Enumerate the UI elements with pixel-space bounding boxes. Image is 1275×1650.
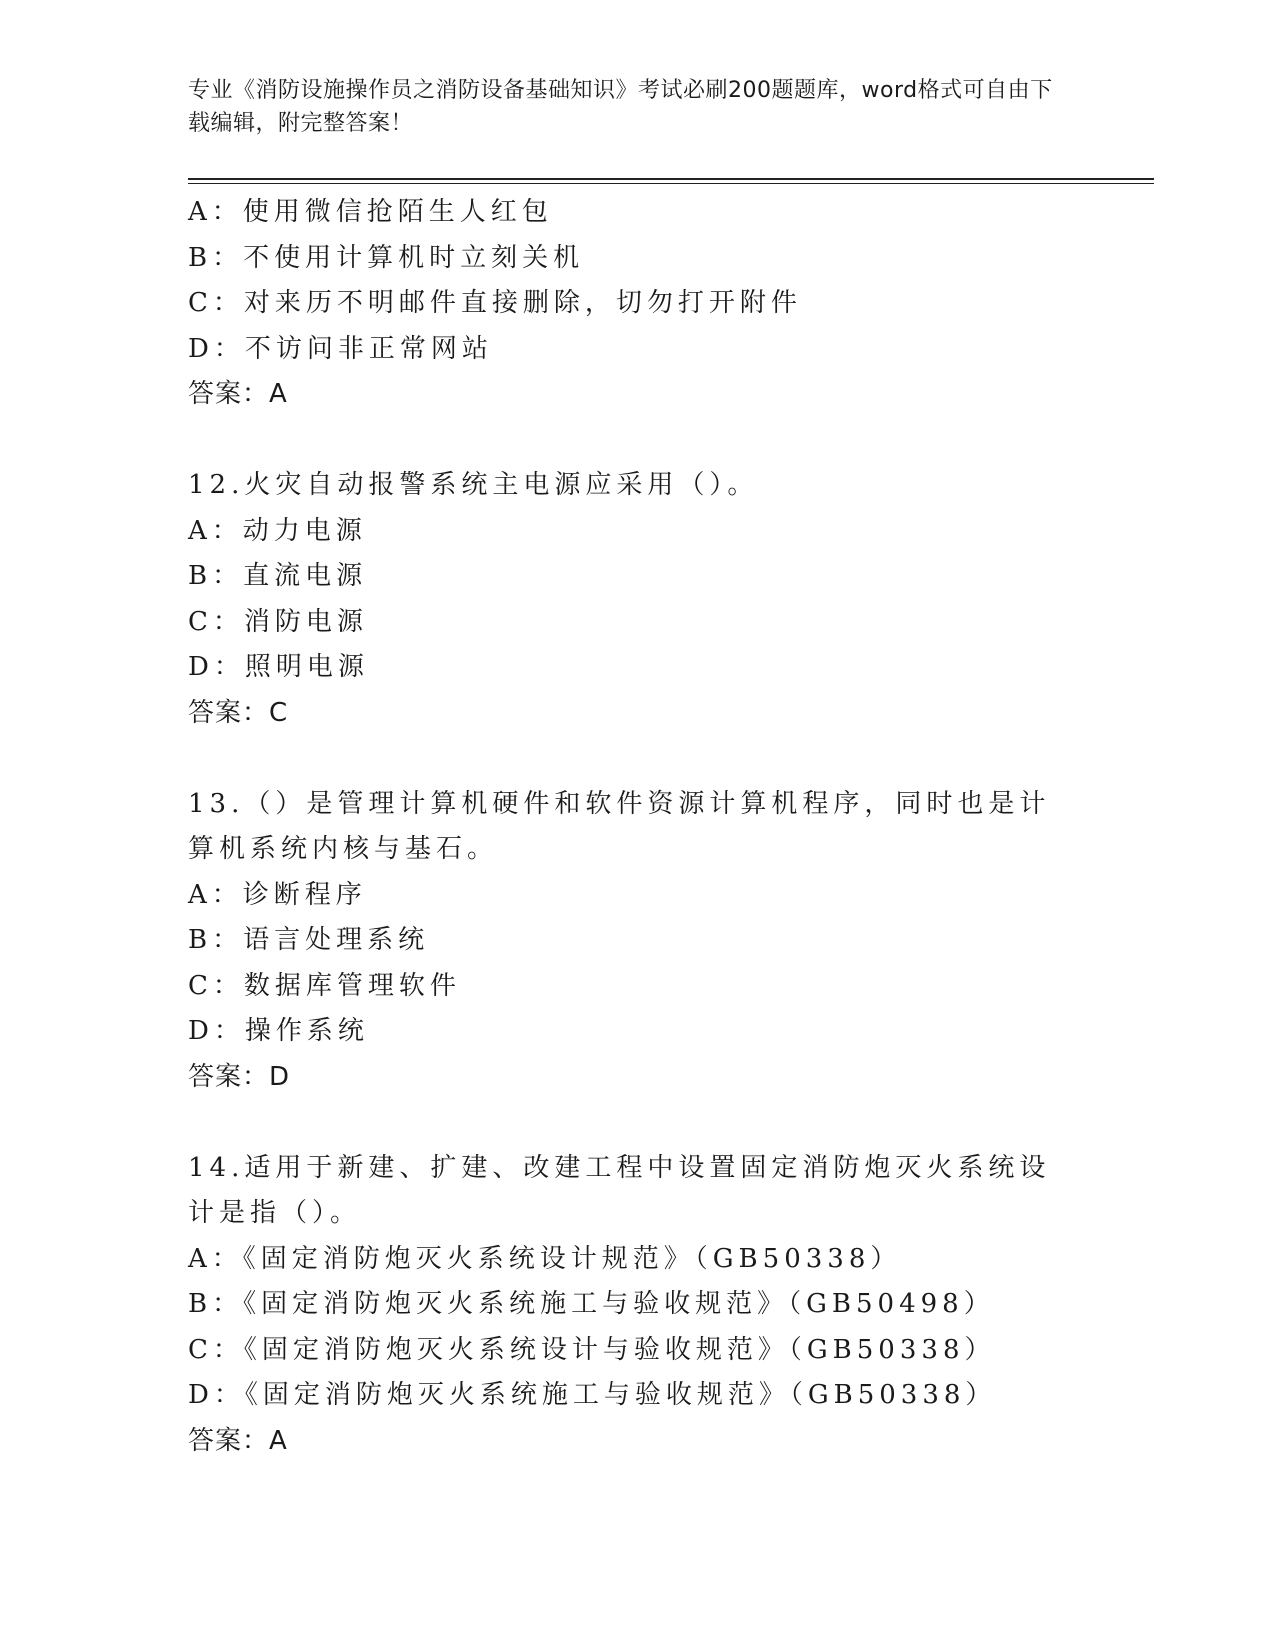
answer-line: 答案：D [188, 1061, 291, 1092]
question-text: 12.火灾自动报警系统主电源应采用（）。 [188, 470, 759, 500]
spacer [188, 1100, 1088, 1146]
option-b: B：直流电源 [188, 561, 368, 591]
header-rule-thin [188, 183, 1154, 184]
header-rule-thick [188, 178, 1154, 180]
question-text: 13.（）是管理计算机硬件和软件资源计算机程序，同时也是计算机系统内核与基石。 [188, 788, 1051, 864]
question-14 [188, 1146, 1088, 1465]
question-12 [188, 463, 1088, 736]
option-b: B：不使用计算机时立刻关机 [188, 242, 585, 273]
option-a: A：《固定消防炮灭火系统设计规范》（GB50338） [188, 1243, 902, 1274]
question-text: 14.适用于新建、扩建、改建工程中设置固定消防炮灭火系统设计是指（）。 [188, 1152, 1051, 1228]
answer-line: 答案：A [188, 379, 288, 409]
answer-line: 答案：A [188, 1425, 288, 1456]
option-a: A：诊断程序 [188, 879, 367, 910]
option-c: C：数据库管理软件 [188, 970, 461, 1001]
document-header: 专业《消防设施操作员之消防设备基础知识》考试必刷200题题库，word格式可自由下载编辑，附完整答案！ [188, 78, 1053, 136]
spacer [188, 418, 1088, 464]
answer-line: 答案：C [188, 697, 289, 728]
option-b: B：语言处理系统 [188, 925, 430, 955]
option-d: D：照明电源 [188, 652, 369, 682]
option-c: C：《固定消防炮灭火系统设计与验收规范》（GB50338） [188, 1334, 996, 1365]
option-b: B：《固定消防炮灭火系统施工与验收规范》（GB50498） [188, 1289, 995, 1319]
option-c: C：对来历不明邮件直接删除，切勿打开附件 [188, 288, 802, 318]
option-a: A：动力电源 [188, 515, 367, 546]
question-13 [188, 782, 1088, 1101]
option-a: A：使用微信抢陌生人红包 [188, 197, 553, 227]
spacer [188, 736, 1088, 782]
question-11 [188, 190, 1088, 418]
option-c: C：消防电源 [188, 606, 368, 637]
option-d: D：不访问非正常网站 [188, 333, 493, 364]
option-d: D：《固定消防炮灭火系统施工与验收规范》（GB50338） [188, 1380, 997, 1410]
question-list [188, 190, 1088, 1464]
option-d: D：操作系统 [188, 1016, 369, 1046]
